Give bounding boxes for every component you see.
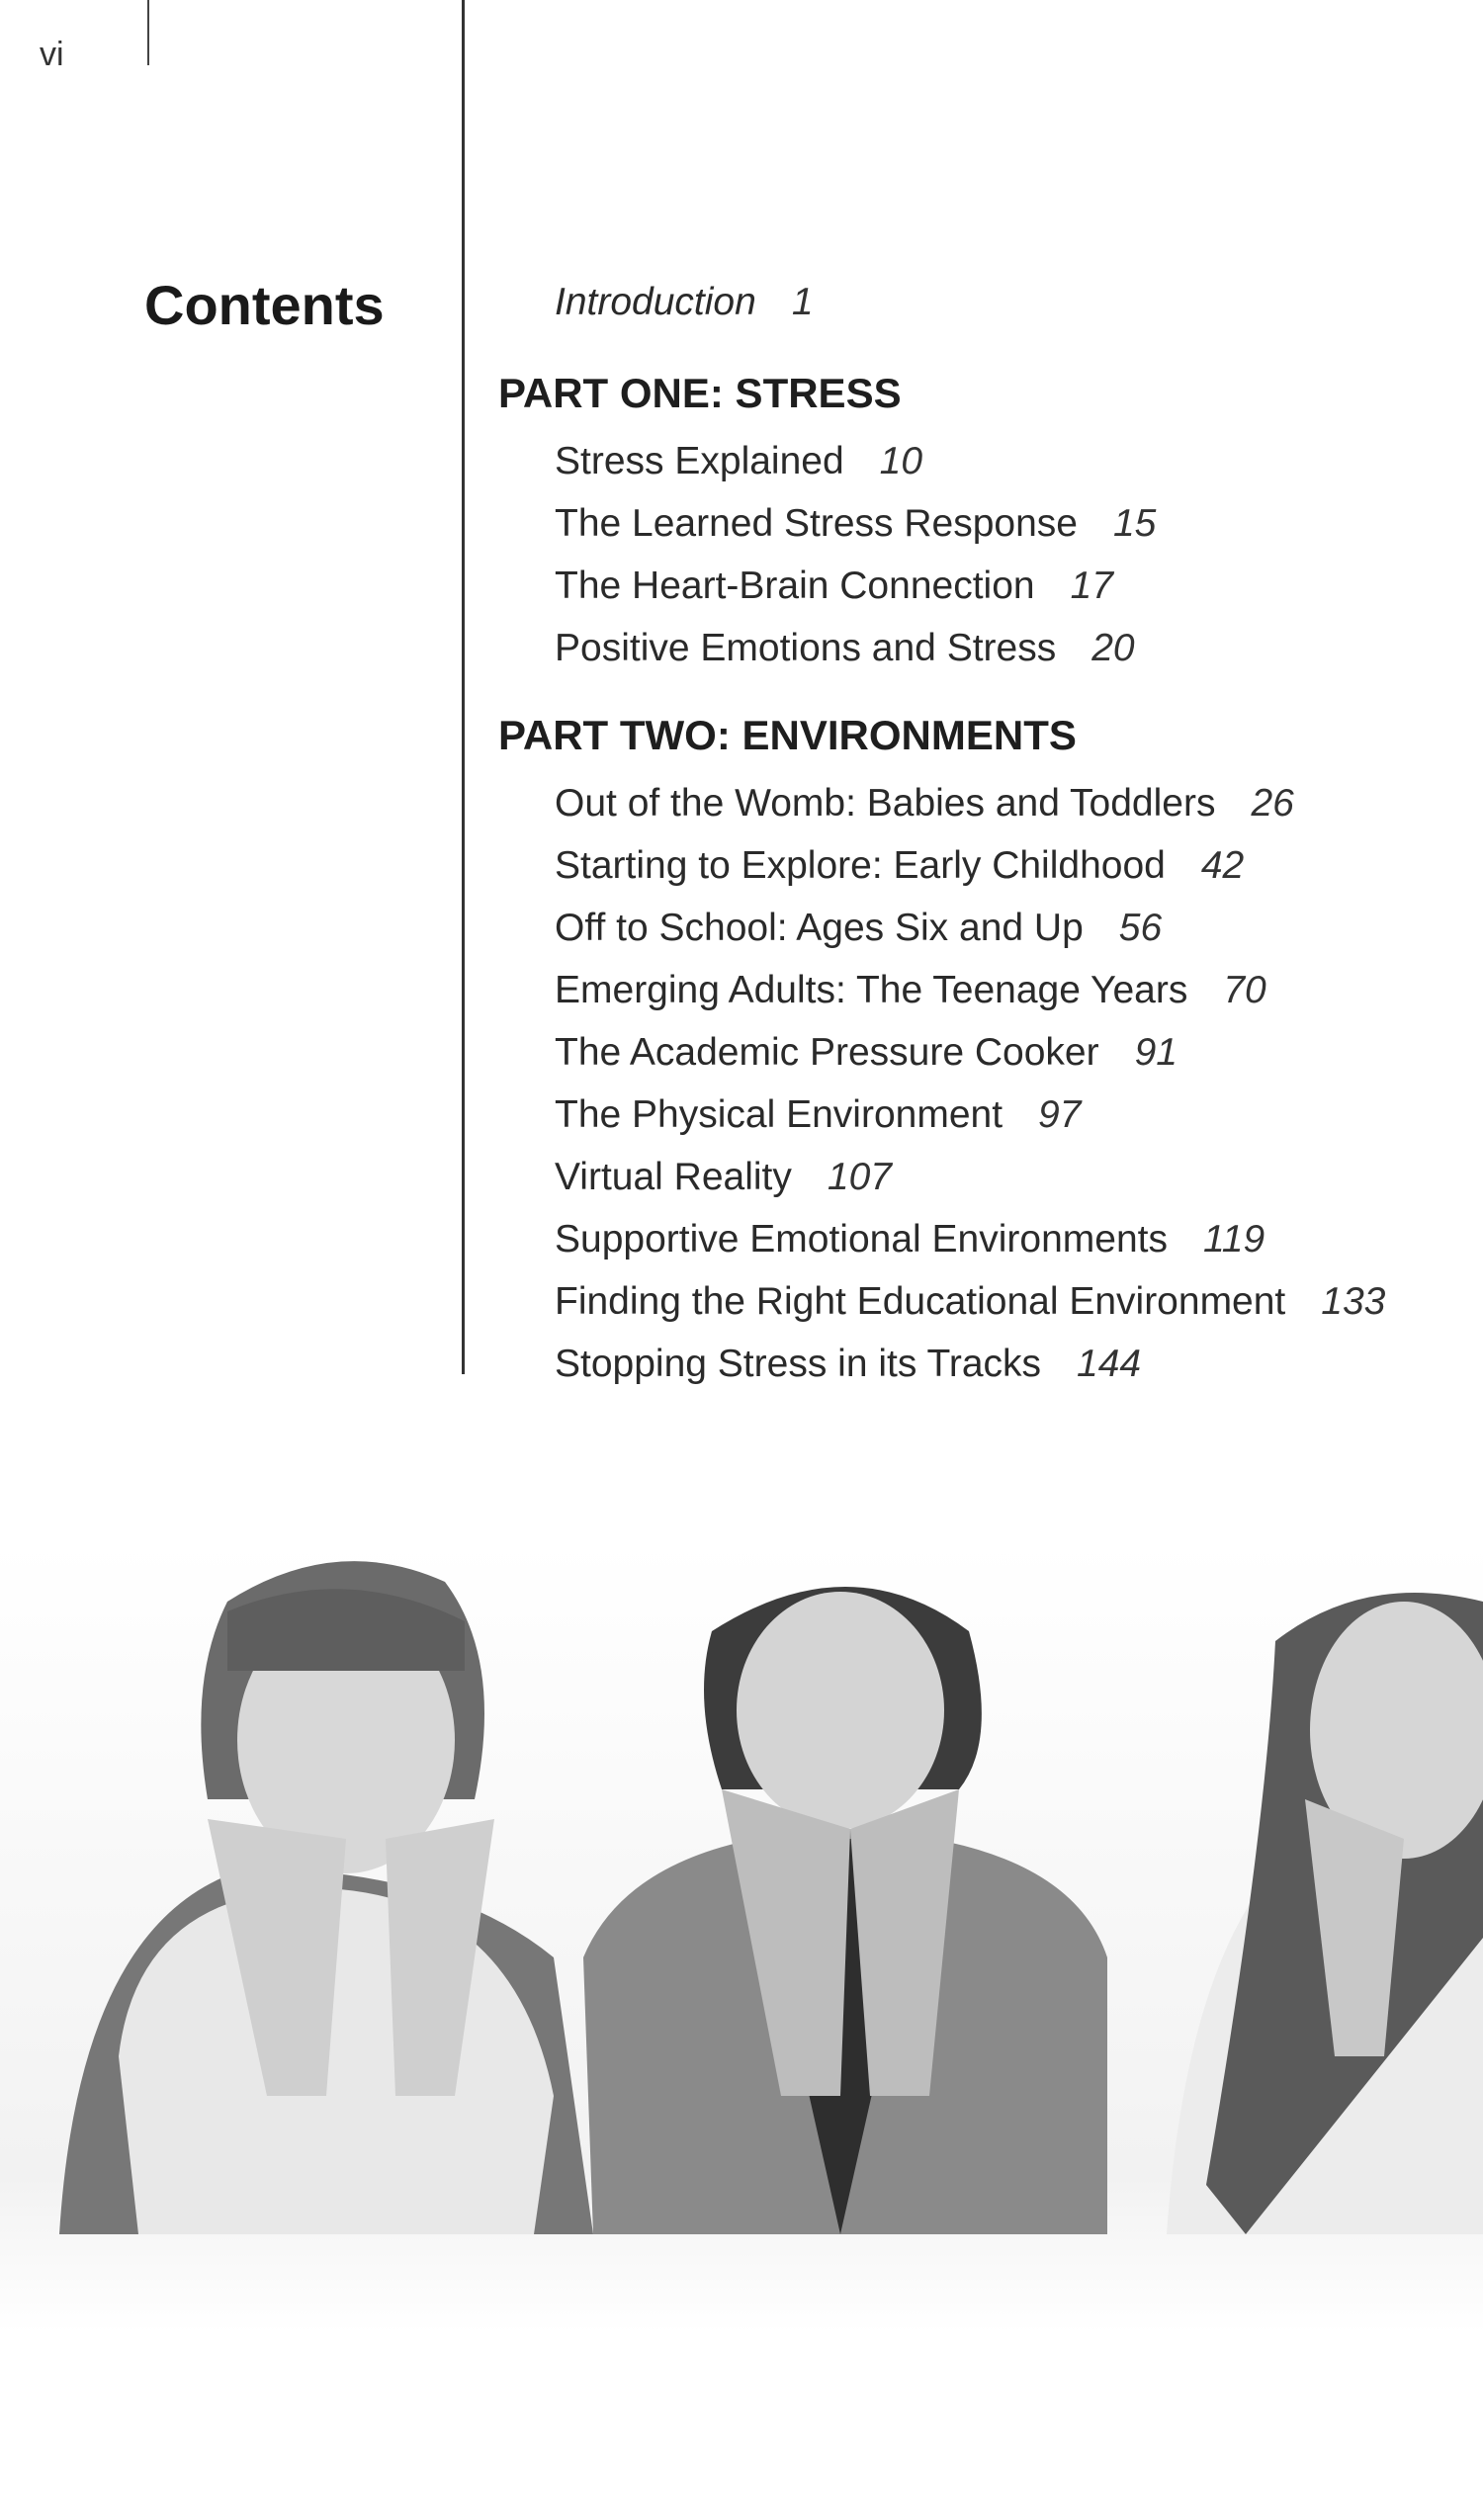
entry-page: 70 [1223, 969, 1266, 1011]
toc-entry[interactable] [555, 1156, 892, 1199]
toc-entry[interactable] [555, 844, 1244, 888]
entry-page: 20 [1091, 627, 1135, 669]
entry-page: 107 [827, 1156, 892, 1198]
entry-page: 133 [1321, 1280, 1386, 1323]
entry-page: 97 [1038, 1093, 1082, 1136]
toc-entry[interactable] [555, 1093, 1081, 1137]
entry-label: The Learned Stress Response [555, 502, 1078, 545]
part-heading: PART ONE: STRESS [498, 370, 902, 416]
toc-entry[interactable] [555, 969, 1266, 1012]
entry-page: 119 [1202, 1218, 1265, 1260]
entry-label: Supportive Emotional Environments [555, 1218, 1168, 1260]
toc-entry-introduction[interactable] [555, 281, 814, 324]
entry-label: Stress Explained [555, 440, 844, 482]
toc-entry[interactable] [555, 565, 1113, 608]
entry-label: Introduction [555, 281, 756, 323]
toc-entry[interactable] [555, 907, 1162, 950]
divider-short [147, 0, 149, 65]
entry-page: 1 [791, 281, 814, 323]
page-number: vi [40, 36, 64, 73]
toc-entry[interactable] [555, 782, 1294, 826]
entry-page: 26 [1251, 782, 1294, 825]
entry-label: Out of the Womb: Babies and Toddlers [555, 782, 1216, 825]
part-heading: PART TWO: ENVIRONMENTS [498, 712, 1077, 758]
contents-title: Contents [144, 274, 385, 336]
entry-label: The Physical Environment [555, 1093, 1003, 1136]
toc-entry[interactable] [555, 502, 1156, 546]
entry-label: Off to School: Ages Six and Up [555, 907, 1084, 949]
entry-page: 91 [1134, 1031, 1178, 1074]
toc-entry[interactable] [555, 1031, 1178, 1075]
toc-entry[interactable] [555, 440, 922, 483]
entry-page: 144 [1077, 1343, 1142, 1385]
children-photo [0, 1542, 1483, 2333]
entry-page: 56 [1118, 907, 1163, 949]
toc-entry[interactable] [555, 1218, 1265, 1261]
column-divider [462, 0, 465, 1374]
entry-label: Emerging Adults: The Teenage Years [555, 969, 1188, 1011]
entry-page: 42 [1200, 844, 1245, 887]
entry-page: 15 [1112, 502, 1157, 545]
entry-page: 17 [1070, 565, 1113, 607]
entry-label: Stopping Stress in its Tracks [555, 1343, 1042, 1385]
toc-entry[interactable] [555, 627, 1135, 670]
entry-label: Starting to Explore: Early Childhood [555, 844, 1166, 887]
entry-label: The Heart-Brain Connection [555, 565, 1035, 607]
entry-label: Virtual Reality [555, 1156, 792, 1198]
entry-label: Positive Emotions and Stress [555, 627, 1057, 669]
entry-label: Finding the Right Educational Environment [555, 1280, 1286, 1323]
toc-entry[interactable] [555, 1280, 1385, 1324]
entry-page: 10 [879, 440, 923, 482]
toc-entry[interactable] [555, 1343, 1141, 1386]
entry-label: The Academic Pressure Cooker [555, 1031, 1099, 1074]
